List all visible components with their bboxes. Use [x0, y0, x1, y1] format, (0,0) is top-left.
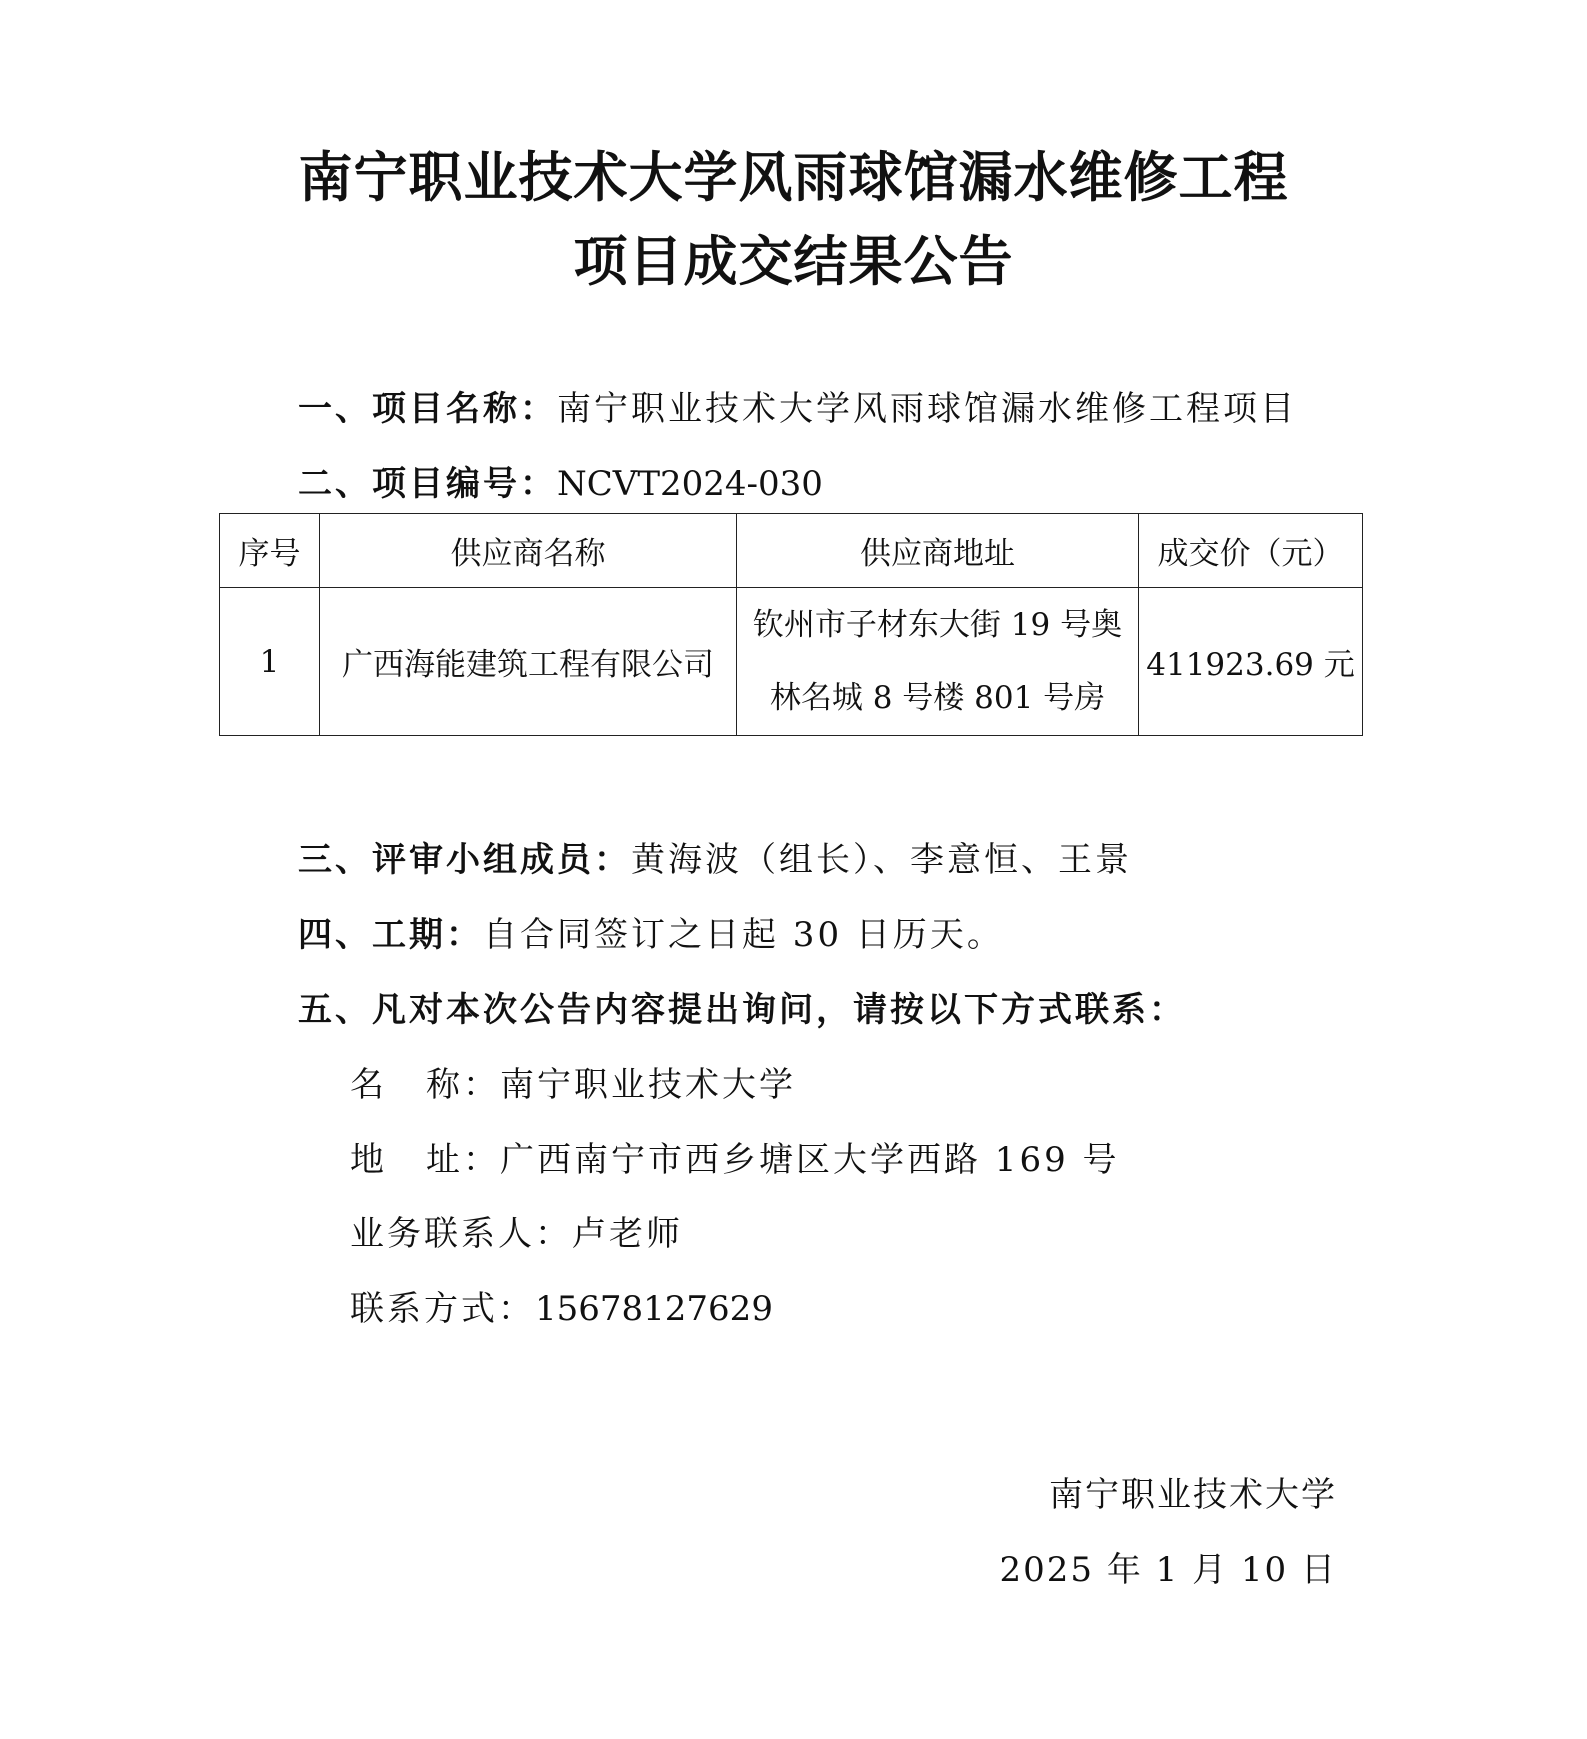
signature-org: 南宁职业技术大学: [1049, 1475, 1337, 1515]
review-panel: [298, 840, 1132, 880]
header-no: 序号: [220, 514, 320, 588]
contact-name-key: [350, 1065, 500, 1105]
contact-address-key-2: 址：: [426, 1140, 500, 1180]
project-name: [298, 389, 1297, 429]
inquiry-heading: [298, 990, 1186, 1030]
contact-person-label: 业务联系人：: [350, 1214, 572, 1254]
inquiry-label: 五、凡对本次公告内容提出询问，请按以下方式联系：: [298, 990, 1186, 1030]
project-name-label: 一、项目名称：: [298, 389, 557, 429]
title-line-1: 南宁职业技术大学风雨球馆漏水维修工程: [298, 145, 1289, 209]
project-number-value: NCVT2024-030: [557, 464, 823, 504]
project-name-value: 南宁职业技术大学风雨球馆漏水维修工程项目: [557, 389, 1297, 429]
contact-name-key-1: 名: [350, 1065, 387, 1105]
contact-phone-label: 联系方式：: [350, 1289, 535, 1329]
contact-address-value: 广西南宁市西乡塘区大学西路 169 号: [500, 1140, 1120, 1180]
contact-person-value: 卢老师: [572, 1214, 683, 1254]
cell-supplier: 广西海能建筑工程有限公司: [320, 588, 737, 736]
cell-no: 1: [220, 588, 320, 736]
signature-date: 2025 年 1 月 10 日: [999, 1550, 1337, 1590]
work-period-label: 四、工期：: [298, 915, 483, 955]
table-header-row: [220, 514, 1363, 588]
contact-name: [350, 1065, 796, 1105]
address-line-2: 林名城 8 号楼 801 号房: [769, 679, 1106, 716]
contact-name-value: 南宁职业技术大学: [500, 1065, 796, 1105]
review-panel-value: 黄海波（组长）、李意恒、王景: [631, 840, 1132, 880]
review-panel-label: 三、评审小组成员：: [298, 840, 631, 880]
address-line-1: 钦州市子材东大街 19 号奥: [752, 606, 1123, 643]
cell-price: 411923.69 元: [1139, 588, 1363, 736]
result-table: [219, 513, 1363, 736]
contact-person: [350, 1214, 683, 1254]
contact-address-key: [350, 1140, 500, 1180]
table-row: [220, 588, 1363, 736]
work-period-value: 自合同签订之日起 30 日历天。: [483, 915, 1004, 955]
contact-phone-value: 15678127629: [535, 1289, 773, 1329]
header-supplier: 供应商名称: [320, 514, 737, 588]
project-number-label: 二、项目编号：: [298, 464, 557, 504]
work-period: [298, 915, 1004, 955]
contact-name-key-2: 称：: [426, 1065, 500, 1105]
title-line-2: 项目成交结果公告: [573, 229, 1014, 293]
contact-address: [350, 1140, 1120, 1180]
cell-address: [737, 588, 1139, 736]
contact-phone: [350, 1289, 773, 1329]
header-address: 供应商地址: [737, 514, 1139, 588]
header-price: 成交价（元）: [1139, 514, 1363, 588]
contact-address-key-1: 地: [350, 1140, 387, 1180]
project-number: [298, 464, 823, 504]
